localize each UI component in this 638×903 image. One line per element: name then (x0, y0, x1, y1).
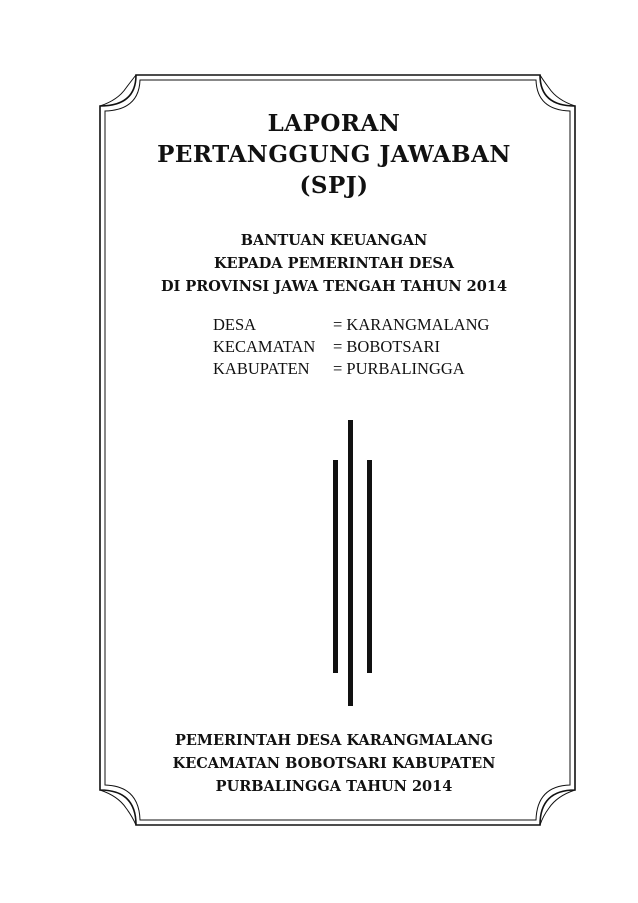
info-value: = KARANGMALANG (333, 315, 490, 334)
subtitle-line-3: DI PROVINSI JAWA TENGAH TAHUN 2014 (160, 278, 508, 295)
title-line-2: PERTANGGUNG JAWABAN (157, 141, 511, 168)
corner-curl-top-left (100, 75, 136, 106)
info-label: KABUPATEN (213, 359, 310, 378)
subtitle-line-1: BANTUAN KEUANGAN (240, 232, 428, 249)
info-row-kabupaten (213, 358, 489, 380)
footer-line-2: KECAMATAN BOBOTSARI KABUPATEN (172, 755, 496, 772)
corner-curl-top-right (540, 75, 575, 106)
info-label: DESA (213, 315, 257, 334)
center-bar-long (348, 420, 353, 706)
right-bar-short (367, 460, 372, 673)
location-info (213, 314, 489, 380)
info-value: = PURBALINGGA (333, 359, 465, 378)
corner-curl-bottom-right (540, 790, 575, 825)
info-row-kecamatan (213, 336, 489, 358)
footer-line-3: PURBALINGGA TAHUN 2014 (215, 778, 453, 795)
info-value: = BOBOTSARI (333, 337, 440, 356)
info-label: KECAMATAN (213, 337, 316, 356)
footer-line-1: PEMERINTAH DESA KARANGMALANG (174, 732, 494, 749)
title-line-1: LAPORAN (267, 110, 401, 137)
info-row-desa (213, 314, 489, 336)
subtitle-line-2: KEPADA PEMERINTAH DESA (213, 255, 455, 272)
title-line-3: (SPJ) (299, 172, 369, 199)
left-bar-short (333, 460, 338, 673)
corner-curl-bottom-left (100, 790, 136, 825)
